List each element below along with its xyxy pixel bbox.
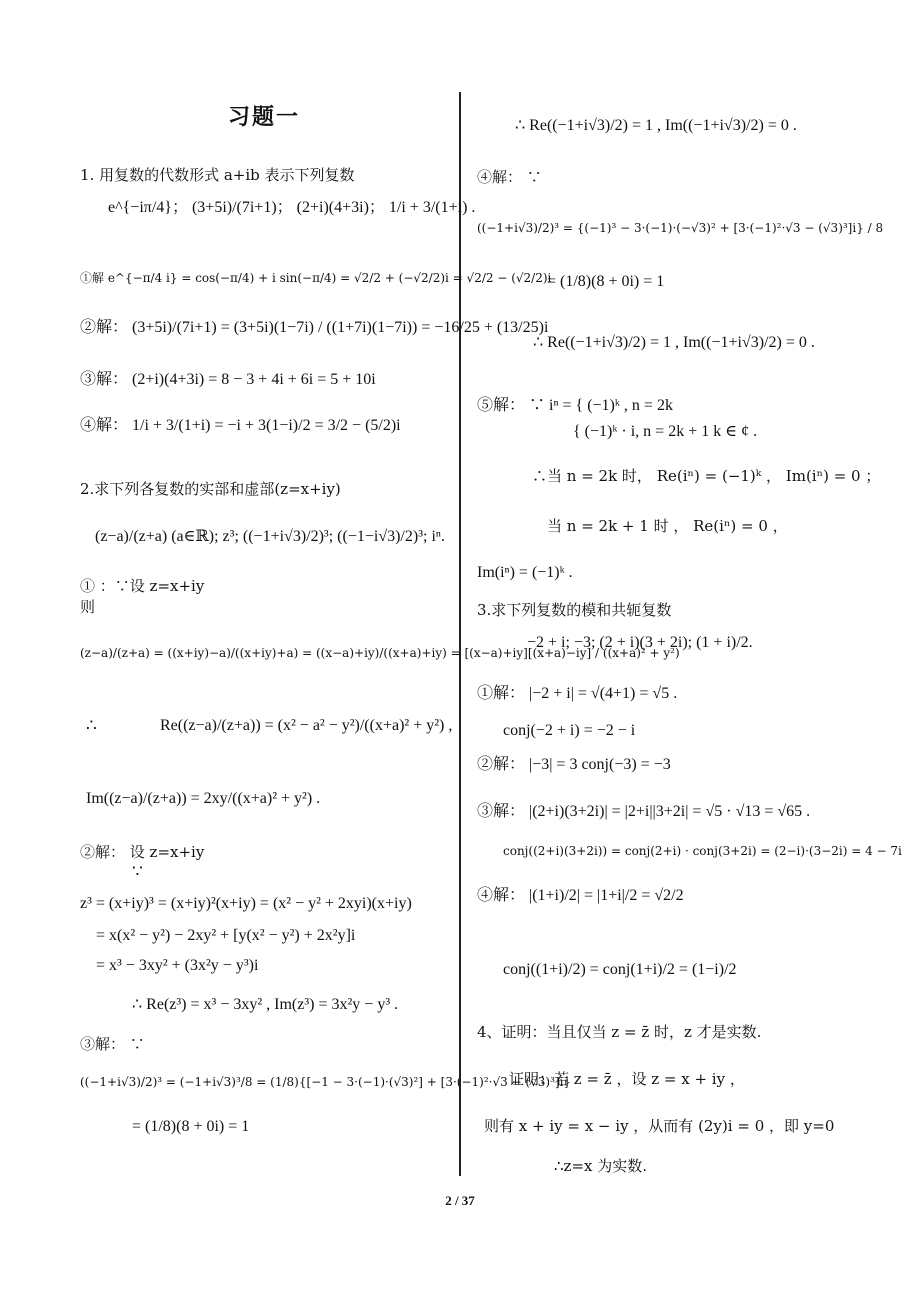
q2-solution-5-imaginary: Im(iⁿ) = (−1)ᵏ . bbox=[477, 564, 573, 581]
q3-items: −2 + i; −3; (2 + i)(3 + 2i); (1 + i)/2. bbox=[527, 634, 753, 651]
z-cubed-re-im: ∴ Re(z³) = x³ − 3xy² , Im(z³) = 3x²y − y³ . bbox=[132, 996, 399, 1013]
q4-proof-line-3: ∴z=x 为实数. bbox=[554, 1157, 648, 1175]
q2-solution-3-head: ③解： ∵ bbox=[80, 1035, 145, 1053]
page-number: 2 / 37 bbox=[445, 1193, 475, 1208]
q2-solution-1-then: 则 bbox=[80, 598, 96, 616]
therefore-symbol: ∴ bbox=[86, 716, 97, 736]
q2-solution-3-equation: ((−1+i√3)/2)³ = (−1+i√3)³/8 = (1/8){[−1 − 3·(−1)·(√3)²] + [3·(−1)²·√3 − (√3)³]i} bbox=[80, 1075, 572, 1089]
q2-prompt: 2.求下列各复数的实部和虚部(z=x+iy) bbox=[80, 480, 341, 498]
q4-proof-line-1: 证明：若 z = z̄ ，设 z = x + iy ， bbox=[509, 1070, 745, 1088]
q3-solution-3: ③解： |(2+i)(3+2i)| = |2+i||3+2i| = √5 · √13 = √65 . bbox=[477, 803, 811, 820]
q2-solution-5-even: ∴当 n = 2k 时， Re(iⁿ) = (−1)ᵏ ， Im(iⁿ) = 0 ； bbox=[532, 467, 881, 485]
page-title: 习题一 bbox=[228, 105, 301, 130]
q3-solution-4-conjugate: conj((1+i)/2) = conj(1+i)/2 = (1−i)/2 bbox=[503, 961, 737, 978]
q2-solution-1-equation: (z−a)/(z+a) = ((x+iy)−a)/((x+iy)+a) = ((x−a)+iy)/((x+a)+iy) = [(x−a)+iy][(x+a)−iy] / ((x+a)² + y²) bbox=[80, 646, 680, 660]
q1-solution-1: ①解 e^{−π/4 i} = cos(−π/4) + i sin(−π/4) = √2/2 + (−√2/2)i = √2/2 − (√2/2)i bbox=[80, 271, 552, 285]
q2-solution-5-odd: 当 n = 2k + 1 时 ， Re(iⁿ) = 0 ， bbox=[547, 517, 788, 535]
q2-solution-5-case-odd: { (−1)ᵏ · i, n = 2k + 1 k ∈ ¢ . bbox=[573, 423, 758, 440]
q3-solution-1-conjugate: conj(−2 + i) = −2 − i bbox=[503, 722, 636, 739]
column-divider bbox=[459, 92, 461, 1176]
q2-items: (z−a)/(z+a) (a∈ℝ); z³; ((−1+i√3)/2)³; ((−1−i√3)/2)³; iⁿ. bbox=[95, 528, 445, 545]
q4-statement: 4、证明：当且仅当 z = z̄ 时，z 才是实数. bbox=[477, 1023, 762, 1041]
q1-solution-4: ④解： 1/i + 3/(1+i) = −i + 3(1−i)/2 = 3/2 − (5/2)i bbox=[80, 417, 401, 434]
q2-solution-3-result: = (1/8)(8 + 0i) = 1 bbox=[132, 1118, 250, 1135]
q2-solution-5-case-even: ⑤解： ∵ iⁿ = { (−1)ᵏ , n = 2k bbox=[477, 397, 673, 414]
q1-solution-3: ③解： (2+i)(4+3i) = 8 − 3 + 4i + 6i = 5 + 10i bbox=[80, 371, 376, 388]
q1-solution-2: ②解： (3+5i)/(7i+1) = (3+5i)(1−7i) / ((1+7i)(1−7i)) = −16/25 + (13/25)i bbox=[80, 319, 549, 336]
q3-solution-3-conjugate: conj((2+i)(3+2i)) = conj(2+i) · conj(3+2i) = (2−i)·(3−2i) = 4 − 7i bbox=[503, 844, 902, 858]
q1-prompt: 1. 用复数的代数形式 a+ib 表示下列复数 bbox=[80, 166, 355, 184]
because-symbol: ∵ bbox=[132, 862, 143, 882]
q3-solution-2: ②解： |−3| = 3 conj(−3) = −3 bbox=[477, 756, 671, 773]
q1-items: e^{−iπ/4}； (3+5i)/(7i+1)； (2+i)(4+3i)； 1/i + 3/(1+i) . bbox=[108, 199, 476, 216]
q3-prompt: 3.求下列复数的模和共轭复数 bbox=[477, 601, 672, 619]
q2-solution-4-head: ④解： ∵ bbox=[477, 168, 542, 186]
q2-real-part: Re((z−a)/(z+a)) = (x² − a² − y²)/((x+a)² + y²) , bbox=[160, 717, 453, 734]
z-cubed-line-1: z³ = (x+iy)³ = (x+iy)²(x+iy) = (x² − y² + 2xyi)(x+iy) bbox=[80, 895, 412, 912]
r-top-result: ∴ Re((−1+i√3)/2) = 1 , Im((−1+i√3)/2) = 0 . bbox=[515, 117, 797, 134]
q2-solution-1-head: ① ：∵设 z=x+iy bbox=[80, 577, 205, 595]
q3-solution-1: ①解： |−2 + i| = √(4+1) = √5 . bbox=[477, 685, 678, 702]
q4-proof-line-2: 则有 x + iy = x − iy ，从而有 (2y)i = 0 ，即 y=0 bbox=[484, 1117, 835, 1135]
q2-solution-4-re-im: ∴ Re((−1+i√3)/2) = 1 , Im((−1+i√3)/2) = 0 . bbox=[533, 334, 815, 351]
z-cubed-line-3: = x³ − 3xy² + (3x²y − y³)i bbox=[96, 957, 259, 974]
q2-solution-4-equation: ((−1+i√3)/2)³ = {(−1)³ − 3·(−1)·(−√3)² + [3·(−1)²·√3 − (√3)³]i} / 8 bbox=[477, 221, 884, 235]
q2-solution-2-head: ②解： 设 z=x+iy bbox=[80, 843, 205, 861]
q3-solution-4: ④解： |(1+i)/2| = |1+i|/2 = √2/2 bbox=[477, 887, 684, 904]
q2-imaginary-part: Im((z−a)/(z+a)) = 2xy/((x+a)² + y²) . bbox=[86, 790, 321, 807]
q2-solution-4-result: = (1/8)(8 + 0i) = 1 bbox=[547, 273, 665, 290]
z-cubed-line-2: = x(x² − y²) − 2xy² + [y(x² − y²) + 2x²y]i bbox=[96, 927, 356, 944]
